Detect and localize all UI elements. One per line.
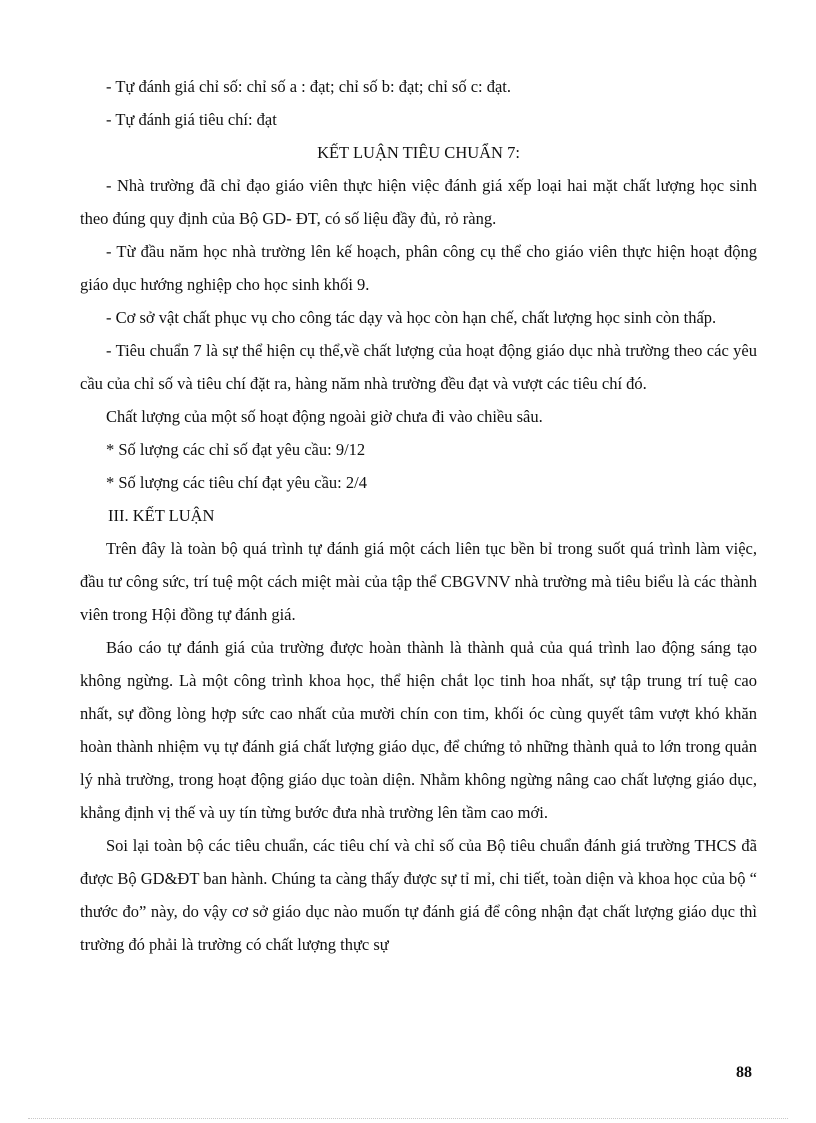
body-paragraph: Báo cáo tự đánh giá của trường được hoàn thành là thành quả của quá trình lao động sáng tạo không ngừng. Là một công trình khoa học, thể hiện chắt lọc tinh hoa nhất, sự tập trung trí tuệ cao nhất, sự đồng lòng hợp sức cao nhất của mười chín con tim, khối óc cùng quyết tâm vượt khó khăn hoàn thành nhiệm vụ tự đánh giá chất lượng giáo dục, để chứng tỏ những thành quả to lớn trong quản lý nhà trường, trong hoạt động giáo dục toàn diện. Nhằm không ngừng nâng cao chất lượng giáo dục, khẳng định vị thế và uy tín từng bước đưa nhà trường lên tầm cao mới. <box>80 638 757 822</box>
indicator-count: * Số lượng các chỉ số đạt yêu cầu: 9/12 <box>106 440 366 459</box>
document-page <box>80 70 757 961</box>
conclusion-paragraph: - Từ đầu năm học nhà trường lên kế hoạch, phân công cụ thể cho giáo viên thực hiện hoạt động giáo dục hướng nghiệp cho học sinh khối 9. <box>80 242 757 294</box>
standard-7-conclusion-heading: KẾT LUẬN TIÊU CHUẨN 7: <box>317 143 520 162</box>
self-assessment-criterion: - Tự đánh giá tiêu chí: đạt <box>106 110 277 129</box>
body-paragraph: Soi lại toàn bộ các tiêu chuẩn, các tiêu chí và chỉ số của Bộ tiêu chuẩn đánh giá trường THCS đã được Bộ GD&ĐT ban hành. Chúng ta càng thấy được sự tỉ mỉ, chi tiết, toàn diện và khoa học của bộ “ thước đo” này, do vậy cơ sở giáo dục nào muốn tự đánh giá để công nhận đạt chất lượng giáo dục thì trường đó phải là trường có chất lượng thực sự <box>80 836 757 954</box>
page-bottom-divider <box>28 1118 788 1119</box>
section-heading-conclusion: III. KẾT LUẬN <box>108 506 215 525</box>
criterion-count: * Số lượng các tiêu chí đạt yêu cầu: 2/4 <box>106 473 367 492</box>
conclusion-paragraph: - Nhà trường đã chỉ đạo giáo viên thực hiện việc đánh giá xếp loại hai mặt chất lượng học sinh theo đúng quy định của Bộ GD- ĐT, có số liệu đầy đủ, rỏ ràng. <box>80 176 757 228</box>
page-number: 88 <box>736 1064 752 1081</box>
self-assessment-indicators: - Tự đánh giá chỉ số: chỉ số a : đạt; chỉ số b: đạt; chỉ số c: đạt. <box>106 77 512 96</box>
conclusion-paragraph: Chất lượng của một số hoạt động ngoài giờ chưa đi vào chiều sâu. <box>106 407 543 426</box>
conclusion-paragraph: - Tiêu chuẩn 7 là sự thể hiện cụ thể,về chất lượng của hoạt động giáo dục nhà trường theo các yêu cầu của chỉ số và tiêu chí đặt ra, hàng năm nhà trường đều đạt và vượt các tiêu chí đó. <box>80 341 757 393</box>
conclusion-paragraph: - Cơ sở vật chất phục vụ cho công tác dạy và học còn hạn chế, chất lượng học sinh còn thấp. <box>106 308 717 327</box>
body-paragraph: Trên đây là toàn bộ quá trình tự đánh giá một cách liên tục bền bỉ trong suốt quá trình làm việc, đầu tư công sức, trí tuệ một cách miệt mài của tập thể CBGVNV nhà trường mà tiêu biểu là các thành viên trong Hội đồng tự đánh giá. <box>80 539 757 624</box>
